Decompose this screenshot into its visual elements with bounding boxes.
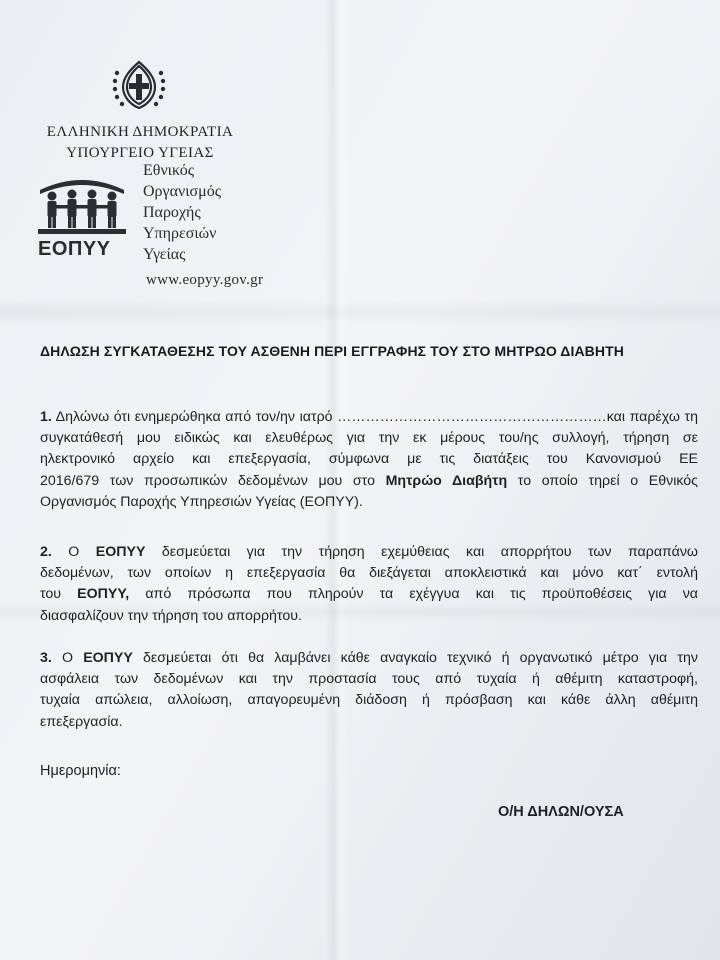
signature-label: Ο/Η ΔΗΛΩΝ/ΟΥΣΑ xyxy=(498,804,624,820)
org-line: Παροχής xyxy=(143,204,201,221)
text: Ο xyxy=(51,544,96,560)
para-line xyxy=(40,648,698,669)
text: του xyxy=(40,586,78,603)
text: το οποίο τηρεί ο Εθνικός xyxy=(507,472,698,489)
text: δεσμεύεται ότι θα λαμβάνει κάθε αναγκαίο τεχνικό ή οργανωτικό μέτρο για την xyxy=(132,650,698,666)
paragraph-3 xyxy=(40,648,698,733)
paragraph-2 xyxy=(40,542,698,627)
para-line: Οργανισμός Παροχής Υπηρεσιών Υγείας (ΕΟΠΥΥ). xyxy=(40,493,363,510)
para-line xyxy=(40,407,698,428)
para-line xyxy=(40,542,698,563)
para-line: διασφαλίζουν την τήρηση του απορρήτου. xyxy=(40,607,302,624)
org-line: Υγείας xyxy=(143,246,186,263)
eopyy-logo-icon xyxy=(36,172,128,264)
text: δεσμεύεται για την τήρηση εχεμύθειας και απορρήτου των παραπάνω xyxy=(145,544,698,560)
para-line: συγκατάθεσή μου ειδικώς και ελευθέρως για την εκ μέρους του/ης συλλογή, τήρηση σε xyxy=(40,430,698,447)
paragraph-number: 1. xyxy=(40,409,52,425)
text: 2016/679 των προσωπικών δεδομένων μου στο xyxy=(40,472,386,489)
para-line: ηλεκτρονικό αρχείο και επεξεργασία, σύμφωνα με τις διατάξεις του Κανονισμού ΕΕ xyxy=(40,451,698,468)
text: και παρέχω τη xyxy=(606,409,698,425)
para-line: τυχαία απώλεια, αλλοίωση, απαγορευμένη διάδοση ή πρόσβαση και κάθε άλλη αθέμιτη xyxy=(40,692,698,709)
bold-text: ΕΟΠΥΥ xyxy=(95,544,146,560)
bold-text: ΕΟΠΥΥ, xyxy=(77,586,130,603)
org-line: Οργανισμός xyxy=(143,183,222,200)
text: Ο xyxy=(51,650,84,666)
bold-text: ΕΟΠΥΥ xyxy=(83,650,133,666)
document-title: ΔΗΛΩΣΗ ΣΥΓΚΑΤΑΘΕΣΗΣ ΤΟΥ ΑΣΘΕΝΗ ΠΕΡΙ ΕΓΓΡΑΦΗΣ ΤΟΥ ΣΤΟ ΜΗΤΡΩΟ ΔΙΑΒΗΤΗ xyxy=(40,343,624,359)
para-line xyxy=(40,584,698,605)
republic-heading: ΕΛΛΗΝΙΚΗ ΔΗΜΟΚΡΑΤΙΑ xyxy=(46,124,234,140)
paragraph-1 xyxy=(40,407,698,513)
paragraph-number: 3. xyxy=(40,650,52,666)
text: Δηλώνω ότι ενημερώθηκα από τον/ην ιατρό xyxy=(55,409,338,425)
doctor-name-field: ………………………………………………… xyxy=(337,409,607,425)
date-label: Ημερομηνία: xyxy=(40,763,121,779)
para-line: επεξεργασία. xyxy=(40,713,123,730)
ministry-heading: ΥΠΟΥΡΓΕΙΟ ΥΓΕΙΑΣ xyxy=(66,145,214,161)
website-link: www.eopyy.gov.gr xyxy=(146,272,264,288)
org-line: Υπηρεσιών xyxy=(143,225,217,242)
organization-name xyxy=(143,160,343,265)
paragraph-number: 2. xyxy=(40,544,52,560)
org-line: Εθνικός xyxy=(143,162,195,179)
greek-coat-of-arms-icon xyxy=(111,57,167,113)
text: από πρόσωπα που πληρούν τα εχέγγυα και τις προϋποθέσεις για να xyxy=(129,586,698,603)
para-line: ασφάλεια των δεδομένων και την προστασία τους από τυχαία ή αθέμιτη καταστροφή, xyxy=(40,671,698,688)
logo-text: ΕΟΠΥΥ xyxy=(38,238,111,260)
para-line xyxy=(40,471,698,492)
para-line: δεδομένων, των οποίων η επεξεργασία θα διεξάγεται αποκλειστικά και μόνο κατ΄ εντολή xyxy=(40,565,698,582)
bold-text: Μητρώο Διαβήτη xyxy=(385,472,508,489)
